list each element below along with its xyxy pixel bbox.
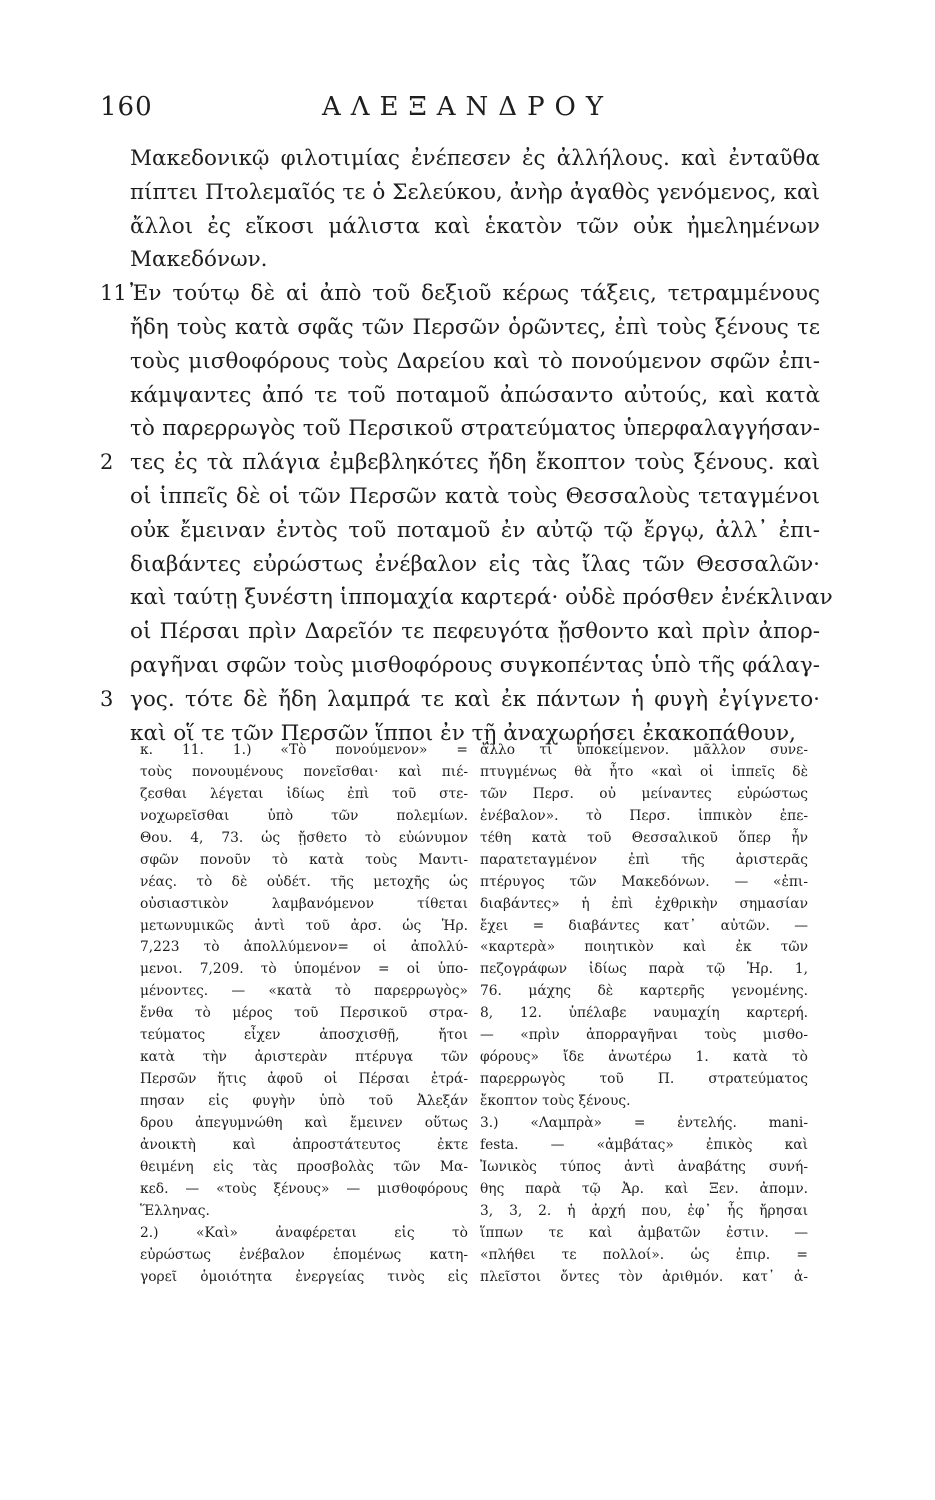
text-line-content: γος. τότε δὲ ἤδη λαμπρά τε καὶ ἐκ πάντων ἡ φυγὴ ἐγίγνετο·	[130, 686, 820, 712]
footnote-line: σφῶν πονοῦν τὸ κατὰ τοὺς Μαντι-	[140, 851, 468, 868]
text-line	[130, 412, 820, 446]
text-line-content: ἤδη τοὺς κατὰ σφᾶς τῶν Περσῶν ὁρῶντες, ἐπὶ τοὺς ξένους τε	[130, 314, 820, 340]
text-line	[130, 548, 820, 582]
footnote-line: τοὺς πονουμένους πονεῖσθαι· καὶ πιέ-	[140, 763, 468, 780]
footnote-line: πησαν εἰς φυγὴν ὑπὸ τοῦ Ἀλεξάν	[140, 1093, 468, 1109]
footnote-line: 8, 12. ὑπέλαβε ναυμαχίη καρτερή.	[480, 1005, 808, 1022]
text-line-content: καὶ οἵ τε τῶν Περσῶν ἵπποι ἐν τῇ ἀναχωρήσει ἐκακοπάθουν,	[130, 720, 796, 746]
footnote-line: Ἰωνικὸς τύπος ἀντὶ ἀναβάτης συνή-	[480, 1158, 808, 1175]
footnote-line: ἔνθα τὸ μέρος τοῦ Περσικοῦ στρα-	[140, 1005, 468, 1022]
footnote-line: ἀνοικτὴ καὶ ἀπροστάτευτος ἐκτε	[140, 1136, 468, 1153]
footnote-line: 76. μάχης δὲ καρτερῆς γενομένης.	[480, 983, 808, 1000]
footnote-line: Περσῶν ἥτις ἀφοῦ οἱ Πέρσαι ἐτρά-	[140, 1071, 468, 1088]
text-line-content: τες ἐς τὰ πλάγια ἐμβεβληκότες ἤδη ἔκοπτον τοὺς ξένους. καὶ	[130, 450, 820, 476]
footnote-line: 7,223 τὸ ἀπολλύμενον= οἱ ἀπολλύ-	[140, 939, 468, 956]
text-line	[130, 142, 820, 176]
footnotes-right-column	[480, 740, 808, 1288]
footnote-line: ἵππων τε καὶ ἀμβατῶν ἐστιν. —	[480, 1224, 808, 1241]
text-line-content: Μακεδονικῷ φιλοτιμίας ἐνέπεσεν ἐς ἀλλήλους. καὶ ἐνταῦθα	[130, 146, 820, 171]
text-line	[130, 176, 820, 210]
footnote-line: «καρτερὰ» ποιητικὸν καὶ ἐκ τῶν	[480, 939, 808, 956]
footnote-line: διαβάντες» ἡ ἐπὶ ἐχθρικὴν σημασίαν	[480, 895, 808, 912]
text-line	[130, 514, 820, 548]
footnote-line: κεδ. — «τοὺς ξένους» — μισθοφόρους	[140, 1180, 468, 1197]
footnote-line: γορεῖ ὁμοιότητα ἐνεργείας τινὸς εἰς	[140, 1268, 468, 1285]
text-line-content: κάμψαντες ἀπό τε τοῦ ποταμοῦ ἀπώσαντο αὐτούς, καὶ κατὰ	[130, 382, 820, 408]
footnote-line: μενοι. 7,209. τὸ ὑπομένον = οἱ ὑπο-	[140, 961, 468, 978]
text-line	[100, 683, 820, 717]
footnote-line: — «πρὶν ἀπορραγῆναι τοὺς μισθο-	[480, 1027, 808, 1044]
footnote-line: Θου. 4, 73. ὡς ᾔσθετο τὸ εὐώνυμον	[140, 829, 468, 846]
footnote-line: κ. 11. 1.) «Τὸ πονούμενον» =	[140, 742, 468, 758]
footnote-line: τέθη κατὰ τοῦ Θεσσαλικοῦ ὅπερ ἦν	[480, 829, 808, 846]
text-line	[130, 210, 820, 244]
text-line	[130, 243, 820, 277]
footnote-line: ἔχει = διαβάντες κατ᾽ αὐτῶν. —	[480, 917, 808, 934]
footnote-line: θης παρὰ τῷ Ἀρ. καὶ Ξεν. ἀπομν.	[480, 1180, 808, 1197]
text-line-content: διαβάντες εὐρώστως ἐνέβαλον εἰς τὰς ἴλας τῶν Θεσσαλῶν·	[130, 551, 820, 577]
footnote-line: τεύματος εἶχεν ἀποσχισθῇ, ἤτοι	[140, 1027, 468, 1044]
text-line	[130, 649, 820, 683]
footnote-line: 3, 3, 2. ἡ ἀρχή που, ἐφ᾽ ἧς ἤρησαι	[480, 1202, 808, 1219]
footnote-line: θειμένη εἰς τὰς προσβολὰς τῶν Μα-	[140, 1158, 468, 1175]
running-head	[100, 92, 835, 132]
footnote-line: πτέρυγος τῶν Μακεδόνων. — «ἐπι-	[480, 873, 808, 890]
text-line	[130, 615, 820, 649]
text-line-content: τοὺς μισθοφόρους τοὺς Δαρείου καὶ τὸ πονούμενον σφῶν ἐπι-	[130, 348, 820, 374]
footnote-line: ἐνέβαλον». τὸ Περσ. ἱππικὸν ἐπε-	[480, 807, 808, 824]
footnote-line: δρου ἀπεγυμνώθη καὶ ἔμεινεν οὕτως	[140, 1114, 468, 1131]
footnote-line: νοχωρεῖσθαι ὑπὸ τῶν πολεμίων.	[140, 807, 468, 824]
footnote-line: Ἕλληνας.	[140, 1202, 210, 1219]
text-line	[100, 277, 820, 311]
main-text	[100, 142, 833, 750]
footnote-line: 3.) «Λαμπρὰ» = ἐντελής. mani-	[480, 1114, 808, 1131]
text-line	[130, 581, 833, 615]
text-line	[130, 345, 820, 379]
footnote-line: κατὰ τὴν ἀριστερὰν πτέρυγα τῶν	[140, 1049, 468, 1066]
text-line-content: ἄλλοι ἐς εἴκοσι μάλιστα καὶ ἑκατὸν τῶν οὐκ ἠμελημένων	[130, 213, 820, 239]
footnote-line: μετωνυμικῶς ἀντὶ τοῦ ἀρσ. ὡς Ἡρ.	[140, 917, 468, 934]
text-line	[130, 480, 820, 514]
footnotes-left-column	[140, 740, 468, 1288]
footnote-line: νέας. τὸ δὲ οὐδέτ. τῆς μετοχῆς ὡς	[140, 873, 468, 890]
footnote-line: παρερρωγὸς τοῦ Π. στρατεύματος	[480, 1071, 808, 1088]
footnote-line: πεζογράφων ἰδίως παρὰ τῷ Ἡρ. 1,	[480, 961, 808, 978]
footnote-line: παρατεταγμένον ἐπὶ τῆς ἀριστερᾶς	[480, 851, 808, 868]
text-line-content: ραγῆναι σφῶν τοὺς μισθοφόρους συγκοπέντας ὑπὸ τῆς φάλαγ-	[130, 652, 820, 678]
text-line-content: Μακεδόνων.	[130, 247, 268, 273]
footnote-line: 2.) «Καὶ» ἀναφέρεται εἰς τὸ	[140, 1224, 468, 1241]
footnote-line: μένοντες. — «κατὰ τὸ παρερρωγὸς»	[140, 983, 468, 1000]
text-line-content: πίπτει Πτολεμαῖός τε ὁ Σελεύκου, ἀνὴρ ἀγαθὸς γενόμενος, καὶ	[130, 179, 820, 205]
running-title: ΑΛΕΞΑΝΔΡΟΥ	[321, 92, 614, 122]
footnote-line: πτυγμένως θὰ ἦτο «καὶ οἱ ἱππεῖς δὲ	[480, 763, 808, 780]
footnote-line: «πλήθει τε πολλοί». ὡς ἐπιρ. =	[480, 1246, 808, 1263]
text-line-content: οἱ Πέρσαι πρὶν Δαρεῖόν τε πεφευγότα ᾔσθοντο καὶ πρὶν ἀπορ-	[130, 619, 820, 645]
footnote-line: ζεσθαι λέγεται ἰδίως ἐπὶ τοῦ στε-	[140, 785, 468, 802]
section-number: 3	[100, 686, 114, 711]
text-line	[130, 311, 820, 345]
page-number: 160	[100, 92, 153, 122]
footnote-line: festa. — «ἀμβάτας» ἐπικὸς καὶ	[480, 1136, 808, 1153]
footnote-line: εὐρώστως ἐνέβαλον ἑπομένως κατη-	[140, 1246, 468, 1263]
text-line	[100, 446, 820, 480]
text-line-content: Ἐν τούτῳ δὲ αἱ ἀπὸ τοῦ δεξιοῦ κέρως τάξεις, τετραμμένους	[130, 281, 820, 307]
footnote-line: πλεῖστοι ὄντες τὸν ἀριθμόν. κατ᾽ ἀ-	[480, 1268, 808, 1285]
text-line	[130, 379, 820, 413]
text-line-content: οἱ ἱππεῖς δὲ οἱ τῶν Περσῶν κατὰ τοὺς Θεσσαλοὺς τεταγμένοι	[130, 483, 820, 509]
text-line-content: οὐκ ἔμειναν ἐντὸς τοῦ ποταμοῦ ἐν αὐτῷ τῷ ἔργῳ, ἀλλ᾽ ἐπι-	[130, 517, 820, 543]
section-number: 2	[100, 450, 114, 475]
footnote-line: οὐσιαστικὸν λαμβανόμενον τίθεται	[140, 895, 468, 912]
footnote-line: ἄλλο τι ὑποκείμενον. μᾶλλον συνε-	[480, 742, 808, 758]
footnote-line: τῶν Περσ. οὐ μείναντες εὐρώστως	[480, 785, 808, 802]
footnote-line: ἔκοπτον τοὺς ξένους.	[480, 1093, 631, 1109]
section-number: 11	[100, 281, 127, 306]
footnote-line: φόρους» ἴδε ἀνωτέρω 1. κατὰ τὸ	[480, 1049, 808, 1066]
text-line-content: καὶ ταύτῃ ξυνέστη ἱππομαχία καρτερά· οὐδὲ πρόσθεν ἐνέκλιναν	[130, 585, 833, 611]
text-line-content: τὸ παρερρωγὸς τοῦ Περσικοῦ στρατεύματος ὑπερφαλαγγήσαν-	[130, 416, 820, 442]
